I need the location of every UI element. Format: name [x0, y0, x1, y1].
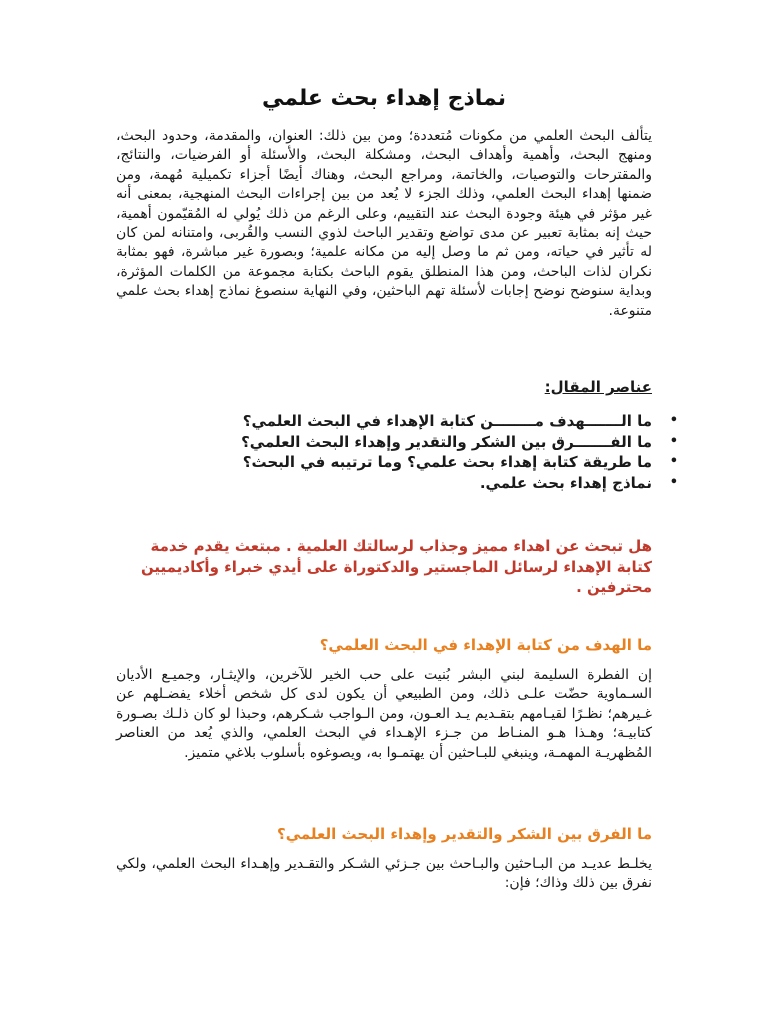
toc-item — [116, 452, 678, 473]
promo-text: هل تبحث عن اهداء مميز وجذاب لرسالتك العلمية . مبتعث يقدم خدمة كتابة الإهداء لرسائل الماجستير والدكتوراة على أيدي خبراء وأكاديميين محترفين . — [140, 537, 652, 596]
bullet-icon: • — [669, 474, 678, 490]
intro-paragraph: يتألف البحث العلمي من مكونات مُتعددة؛ ومن بين ذلك: العنوان، والمقدمة، وحدود البحث، ومنهج البحث، وأهمية وأهداف البحث، ومشكلة البحث، والأسئلة أو الفرضيات، والنتائج، والمقترحات والتوصيات، والخاتمة، ومراجع البحث، وهناك أيضًا أجزاء تكميلية مُهمة، ومن ضمنها إهداء البحث العلمي، وذلك الجزء لا يُعد من بين إجراءات البحث المنهجية، بمعنى أنه غير مؤثر في هيئة وجودة البحث عند التقييم، وعلى الرغم من ذلك يُولي له المُقيّمون أهمية، حيث إنه بمثابة تعبير عن مدى تواضع وتقدير الباحث لذوي النسب والقُربى، وامتنانه لمن كان له تأثير في حياته، ومن ثم ما وصل إليه من مكانه علمية؛ وبصورة غير مباشرة، فهو بمثابة نكران لذات الباحث، ومن هذا المنطلق يقوم الباحث بكتابة مجموعة من الكلمات المؤثرة، وبداية سنوضح نوضح إجابات لأسئلة تهم الباحثين، وفي النهاية سنصوغ نماذج إهداء بحث علمي متنوعة. — [116, 128, 652, 319]
section-heading-purpose: ما الهدف من كتابة الإهداء في البحث العلمي؟ — [319, 636, 652, 654]
toc-item-text: ما طريقة كتابة إهداء بحث علمي؟ وما ترتيبه في البحث؟ — [242, 453, 652, 471]
toc-item-text: ما الـــــــهدف مــــــــن كتابة الإهداء في البحث العلمي؟ — [242, 412, 652, 430]
elements-heading: عناصر المقال: — [544, 378, 652, 396]
bullet-icon: • — [669, 433, 678, 449]
toc-item — [116, 473, 678, 494]
toc-item-text: نماذج إهداء بحث علمي. — [479, 473, 652, 492]
toc-item — [116, 432, 678, 453]
bullet-icon: • — [669, 413, 678, 428]
page-title: نماذج إهداء بحث علمي — [261, 86, 507, 111]
bullet-icon: • — [669, 454, 678, 469]
toc-item — [116, 411, 678, 432]
section-paragraph-difference: يخلـط عديـد من البـاحثين والبـاحث بين جـزئي الشـكر والتقـدير وإهـداء البحث العلمي، ولكي نفرق بين ذلك وذاك؛ فإن: — [116, 856, 652, 892]
toc-item-text: ما الفـــــــرق بين الشكر والتقدير وإهداء البحث العلمي؟ — [241, 432, 652, 451]
toc-list — [116, 411, 678, 493]
section-paragraph-purpose: إن الفطرة السليمة لبني البشر بُنيت على حب الخير للآخرين، والإيثـار، وجميـع الأديان السـماوية حضّت علـى ذلك، ومن الطبيعي أن يكون لدى كل شخص أخلاء يفضـلهم عن غـيرهم؛ نظـرًا لقيـامهم بتقـديم يـد العـون، ومن الـواجب شـكرهم، وحبذا لو كان ذلـك بصـورة كتابيـة؛ وهـذا هـو المنـاط من جـزء الإهـداء في البحث العلمي، والذي يُعد من العناصر المُظهريـة المهمـة، وينبغي للبـاحثين أن يهتمـوا به، ويصوغوه بأسلوب بلاغي متميز. — [116, 667, 652, 761]
section-heading-difference: ما الفرق بين الشكر والتقدير وإهداء البحث العلمي؟ — [277, 825, 652, 843]
